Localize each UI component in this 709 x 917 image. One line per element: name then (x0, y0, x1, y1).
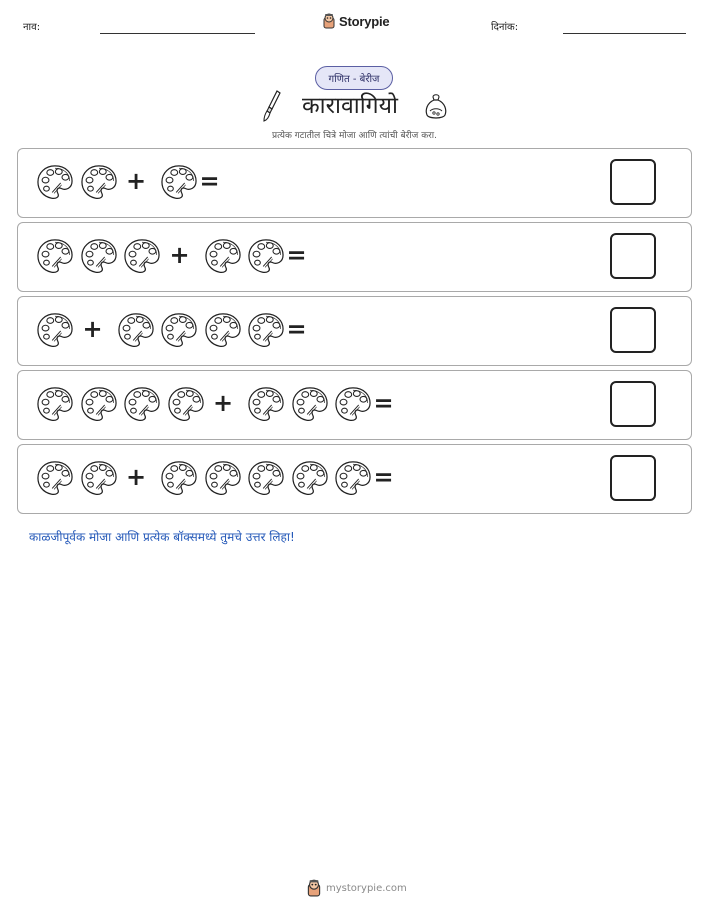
paint-palette-icon (291, 460, 329, 496)
paint-palette-icon (334, 386, 372, 422)
answer-box[interactable] (610, 381, 656, 427)
date-line[interactable] (563, 33, 686, 34)
answer-box[interactable] (610, 233, 656, 279)
paint-palette-icon (291, 386, 329, 422)
paint-palette-icon (80, 238, 118, 274)
plus-sign: + (126, 463, 147, 491)
storypie-mascot-icon (306, 879, 322, 897)
paint-palette-icon (247, 312, 285, 348)
equals-sign: = (286, 315, 307, 343)
paint-bag-icon (424, 92, 448, 120)
paint-palette-icon (247, 460, 285, 496)
paint-palette-icon (80, 460, 118, 496)
problem-row (17, 444, 692, 514)
paint-palette-icon (80, 164, 118, 200)
plus-sign: + (169, 241, 190, 269)
brand-name: Storypie (339, 13, 390, 29)
footer-site: mystorypie.com (326, 882, 407, 894)
paint-palette-icon (204, 460, 242, 496)
paint-palette-icon (36, 238, 74, 274)
paint-palette-icon (204, 312, 242, 348)
equals-sign: = (286, 241, 307, 269)
plus-sign: + (82, 315, 103, 343)
paint-palette-icon (247, 238, 285, 274)
answer-box[interactable] (610, 455, 656, 501)
paint-palette-icon (160, 460, 198, 496)
date-label: दिनांक: (491, 22, 519, 33)
paint-palette-icon (36, 460, 74, 496)
paint-palette-icon (123, 386, 161, 422)
paint-palette-icon (204, 238, 242, 274)
paint-palette-icon (80, 386, 118, 422)
paint-palette-icon (36, 386, 74, 422)
answer-box[interactable] (610, 307, 656, 353)
paint-palette-icon (247, 386, 285, 422)
hint-note: काळजीपूर्वक मोजा आणि प्रत्येक बॉक्समध्ये तुमचे उत्तर लिहा! (29, 530, 295, 544)
equals-sign: = (373, 463, 394, 491)
answer-box[interactable] (610, 159, 656, 205)
problem-row (17, 148, 692, 218)
paint-palette-icon (36, 312, 74, 348)
equals-sign: = (373, 389, 394, 417)
paint-palette-icon (117, 312, 155, 348)
problem-row (17, 296, 692, 366)
worksheet-title: कारावागियो (302, 93, 398, 119)
paint-palette-icon (160, 312, 198, 348)
problem-row (17, 370, 692, 440)
name-line[interactable] (100, 33, 255, 34)
paint-palette-icon (36, 164, 74, 200)
problem-row (17, 222, 692, 292)
paint-palette-icon (160, 164, 198, 200)
equals-sign: = (199, 167, 220, 195)
plus-sign: + (213, 389, 234, 417)
paintbrush-icon (262, 89, 282, 123)
paint-palette-icon (334, 460, 372, 496)
name-label: नाव: (23, 22, 41, 33)
topic-badge: गणित - बेरीज (315, 66, 393, 90)
instruction-text: प्रत्येक गटातील चित्रे मोजा आणि त्यांची बेरीज करा. (272, 131, 437, 141)
plus-sign: + (126, 167, 147, 195)
brand-logo (322, 13, 389, 29)
paint-palette-icon (167, 386, 205, 422)
storypie-mascot-icon (322, 13, 336, 29)
paint-palette-icon (123, 238, 161, 274)
footer (306, 879, 407, 897)
